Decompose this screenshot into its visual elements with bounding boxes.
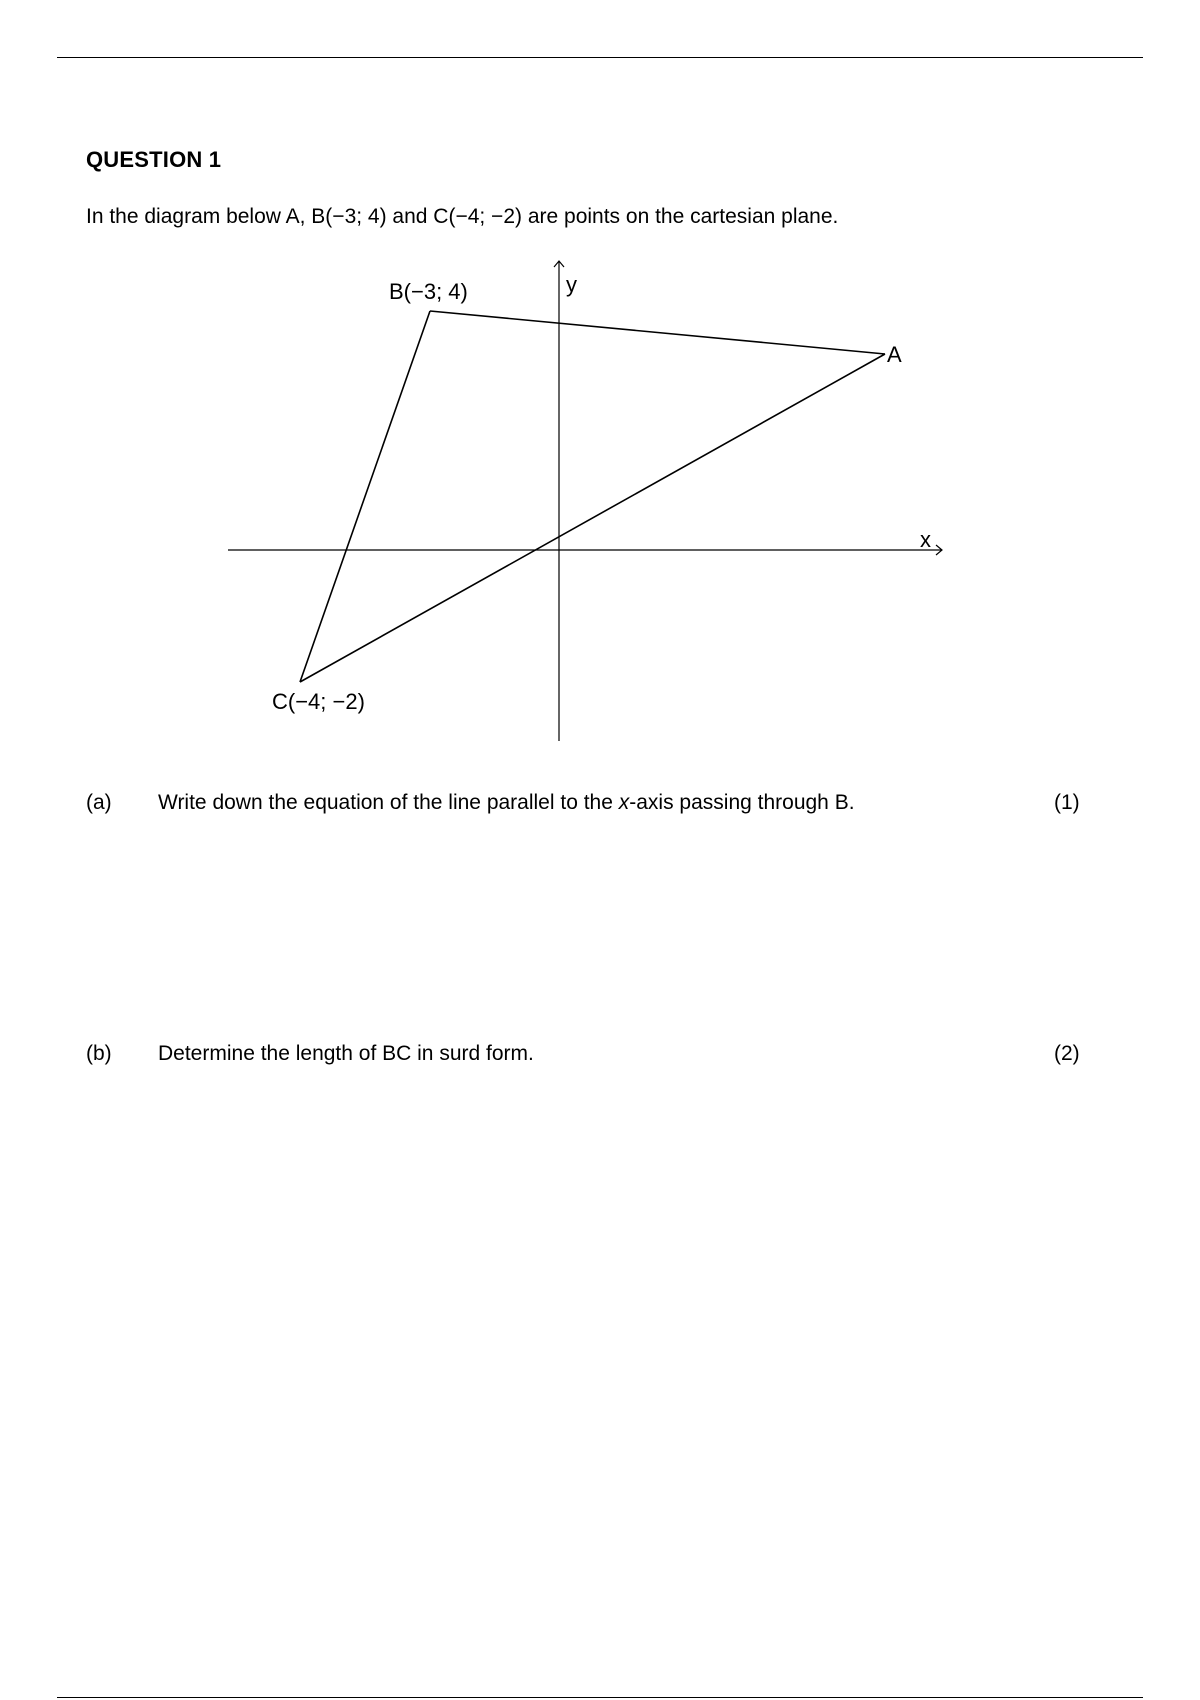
part-b <box>86 1040 1086 1070</box>
point-C-label: C(−4; −2) <box>272 689 365 714</box>
point-A-label: A <box>887 342 902 367</box>
segment-BC <box>300 311 430 682</box>
x-axis-label: x <box>920 527 931 552</box>
part-a-text-italic: x <box>618 791 630 814</box>
point-B-label: B(−3; 4) <box>389 279 468 304</box>
segment-CA <box>300 354 885 682</box>
cartesian-diagram <box>220 255 960 745</box>
question-title: QUESTION 1 <box>86 147 222 172</box>
y-axis-label: y <box>566 272 577 297</box>
part-a-label: (a) <box>86 791 112 814</box>
part-a-text <box>158 789 855 817</box>
part-a-text-before: Write down the equation of the line parallel to the <box>158 791 619 814</box>
part-b-marks: (2) <box>1054 1042 1080 1065</box>
footer-rule <box>57 1697 1143 1698</box>
segment-BA <box>430 311 885 354</box>
question-intro: In the diagram below A, B(−3; 4) and C(−4; −2) are points on the cartesian plane. <box>86 205 839 228</box>
header-rule <box>57 57 1143 58</box>
part-a-marks: (1) <box>1054 791 1080 814</box>
part-b-text: Determine the length of BC in surd form. <box>158 1042 534 1065</box>
diagram-svg <box>220 255 960 745</box>
part-b-label: (b) <box>86 1042 112 1065</box>
part-a-text-after: -axis passing through B. <box>629 791 855 814</box>
part-a <box>86 789 1086 819</box>
